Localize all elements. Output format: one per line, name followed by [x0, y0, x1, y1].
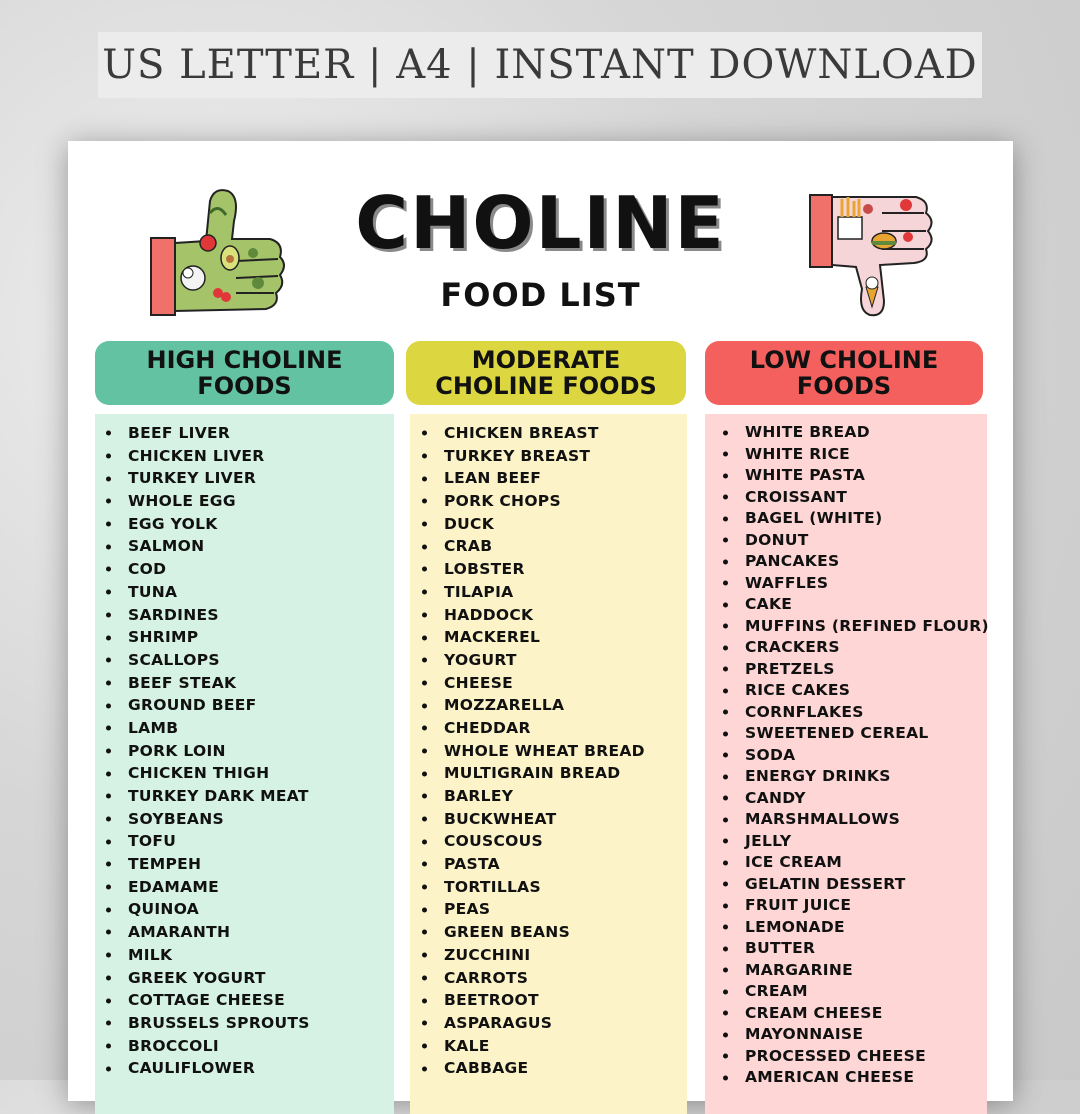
food-list-item: EDAMAME	[128, 876, 394, 899]
food-list-item: DONUT	[745, 530, 987, 552]
food-list-item: KALE	[444, 1035, 687, 1058]
food-list-item: LOBSTER	[444, 558, 687, 581]
food-list-item: WAFFLES	[745, 573, 987, 595]
food-list-item: AMERICAN CHEESE	[745, 1067, 987, 1089]
food-list-item: AMARANTH	[128, 921, 394, 944]
food-list-item: SODA	[745, 745, 987, 767]
low-choline-header	[705, 341, 983, 405]
food-list-item: TURKEY BREAST	[444, 445, 687, 468]
food-list-item: JELLY	[745, 831, 987, 853]
food-list-item: MARSHMALLOWS	[745, 809, 987, 831]
food-list-item: MARGARINE	[745, 960, 987, 982]
page-title: CHOLINE	[355, 181, 726, 265]
food-list-item: LAMB	[128, 717, 394, 740]
food-list-item: GELATIN DESSERT	[745, 874, 987, 896]
food-list-item: RICE CAKES	[745, 680, 987, 702]
food-list-item: ASPARAGUS	[444, 1012, 687, 1035]
food-list-item: BEEF LIVER	[128, 422, 394, 445]
format-banner: US LETTER | A4 | INSTANT DOWNLOAD	[98, 32, 982, 98]
food-list-item: BRUSSELS SPROUTS	[128, 1012, 394, 1035]
food-list-item: CHICKEN LIVER	[128, 445, 394, 468]
food-list-item: GROUND BEEF	[128, 694, 394, 717]
food-list-item: MUFFINS (REFINED FLOUR)	[745, 616, 987, 638]
food-list-item: COD	[128, 558, 394, 581]
food-list-item: SCALLOPS	[128, 649, 394, 672]
food-list-item: ZUCCHINI	[444, 944, 687, 967]
food-list-item: CROISSANT	[745, 487, 987, 509]
food-list-item: PANCAKES	[745, 551, 987, 573]
moderate-choline-list	[410, 414, 687, 1114]
food-list-item: BUTTER	[745, 938, 987, 960]
food-list-item: WHITE PASTA	[745, 465, 987, 487]
food-list-item: CORNFLAKES	[745, 702, 987, 724]
food-list-item: BAGEL (WHITE)	[745, 508, 987, 530]
food-list-item: SOYBEANS	[128, 808, 394, 831]
food-list-item: TEMPEH	[128, 853, 394, 876]
food-list-item: WHITE RICE	[745, 444, 987, 466]
food-list-item: EGG YOLK	[128, 513, 394, 536]
header-line: FOODS	[796, 372, 892, 400]
food-list-item: SARDINES	[128, 604, 394, 627]
food-list-item: SHRIMP	[128, 626, 394, 649]
food-list-item: CHEDDAR	[444, 717, 687, 740]
food-list-item: WHOLE EGG	[128, 490, 394, 513]
food-list-item: PEAS	[444, 898, 687, 921]
food-list-sheet	[68, 141, 1013, 1101]
food-list-item: MILK	[128, 944, 394, 967]
food-list-item: ENERGY DRINKS	[745, 766, 987, 788]
food-list-item: CAKE	[745, 594, 987, 616]
food-list-item: TOFU	[128, 830, 394, 853]
header-line: LOW CHOLINE	[749, 346, 939, 374]
food-list-item: DUCK	[444, 513, 687, 536]
food-list-item: WHITE BREAD	[745, 422, 987, 444]
food-list-item: BROCCOLI	[128, 1035, 394, 1058]
food-list-item: YOGURT	[444, 649, 687, 672]
header-line: HIGH CHOLINE	[146, 346, 343, 374]
food-list-item: BEEF STEAK	[128, 672, 394, 695]
food-list-item: SWEETENED CEREAL	[745, 723, 987, 745]
food-list-item: HADDOCK	[444, 604, 687, 627]
food-list-item: COTTAGE CHEESE	[128, 989, 394, 1012]
food-list-item: CHICKEN THIGH	[128, 762, 394, 785]
food-list-item: CAULIFLOWER	[128, 1057, 394, 1080]
food-list-item: CHEESE	[444, 672, 687, 695]
food-list-item: CARROTS	[444, 967, 687, 990]
food-list-item: MAYONNAISE	[745, 1024, 987, 1046]
high-choline-list	[95, 414, 394, 1114]
header-line: MODERATE	[471, 346, 621, 374]
header-line: CHOLINE FOODS	[435, 372, 657, 400]
food-list-item: QUINOA	[128, 898, 394, 921]
food-list-item: MOZZARELLA	[444, 694, 687, 717]
food-list-item: MACKEREL	[444, 626, 687, 649]
moderate-choline-header	[406, 341, 686, 405]
food-list-item: LEAN BEEF	[444, 467, 687, 490]
food-list-item: PASTA	[444, 853, 687, 876]
food-list-item: MULTIGRAIN BREAD	[444, 762, 687, 785]
food-list-item: TURKEY DARK MEAT	[128, 785, 394, 808]
food-list-item: CREAM CHEESE	[745, 1003, 987, 1025]
food-list-item: LEMONADE	[745, 917, 987, 939]
food-list-item: GREEK YOGURT	[128, 967, 394, 990]
food-list-item: PORK LOIN	[128, 740, 394, 763]
page-subtitle: FOOD LIST	[440, 276, 641, 314]
food-list-item: BUCKWHEAT	[444, 808, 687, 831]
food-list-item: CHICKEN BREAST	[444, 422, 687, 445]
food-list-item: PRETZELS	[745, 659, 987, 681]
food-list-item: CANDY	[745, 788, 987, 810]
food-list-item: CREAM	[745, 981, 987, 1003]
food-list-item: GREEN BEANS	[444, 921, 687, 944]
food-list-item: BARLEY	[444, 785, 687, 808]
food-list-item: TUNA	[128, 581, 394, 604]
food-list-item: PORK CHOPS	[444, 490, 687, 513]
food-list-item: WHOLE WHEAT BREAD	[444, 740, 687, 763]
food-list-item: SALMON	[128, 535, 394, 558]
food-list-item: BEETROOT	[444, 989, 687, 1012]
high-choline-header	[95, 341, 394, 405]
food-list-item: CRAB	[444, 535, 687, 558]
low-choline-list	[705, 414, 987, 1114]
food-list-item: PROCESSED CHEESE	[745, 1046, 987, 1068]
food-list-item: TORTILLAS	[444, 876, 687, 899]
food-list-item: CRACKERS	[745, 637, 987, 659]
food-list-item: TURKEY LIVER	[128, 467, 394, 490]
food-list-item: CABBAGE	[444, 1057, 687, 1080]
header-line: FOODS	[197, 372, 292, 400]
food-list-item: ICE CREAM	[745, 852, 987, 874]
food-list-item: FRUIT JUICE	[745, 895, 987, 917]
food-list-item: TILAPIA	[444, 581, 687, 604]
food-list-item: COUSCOUS	[444, 830, 687, 853]
